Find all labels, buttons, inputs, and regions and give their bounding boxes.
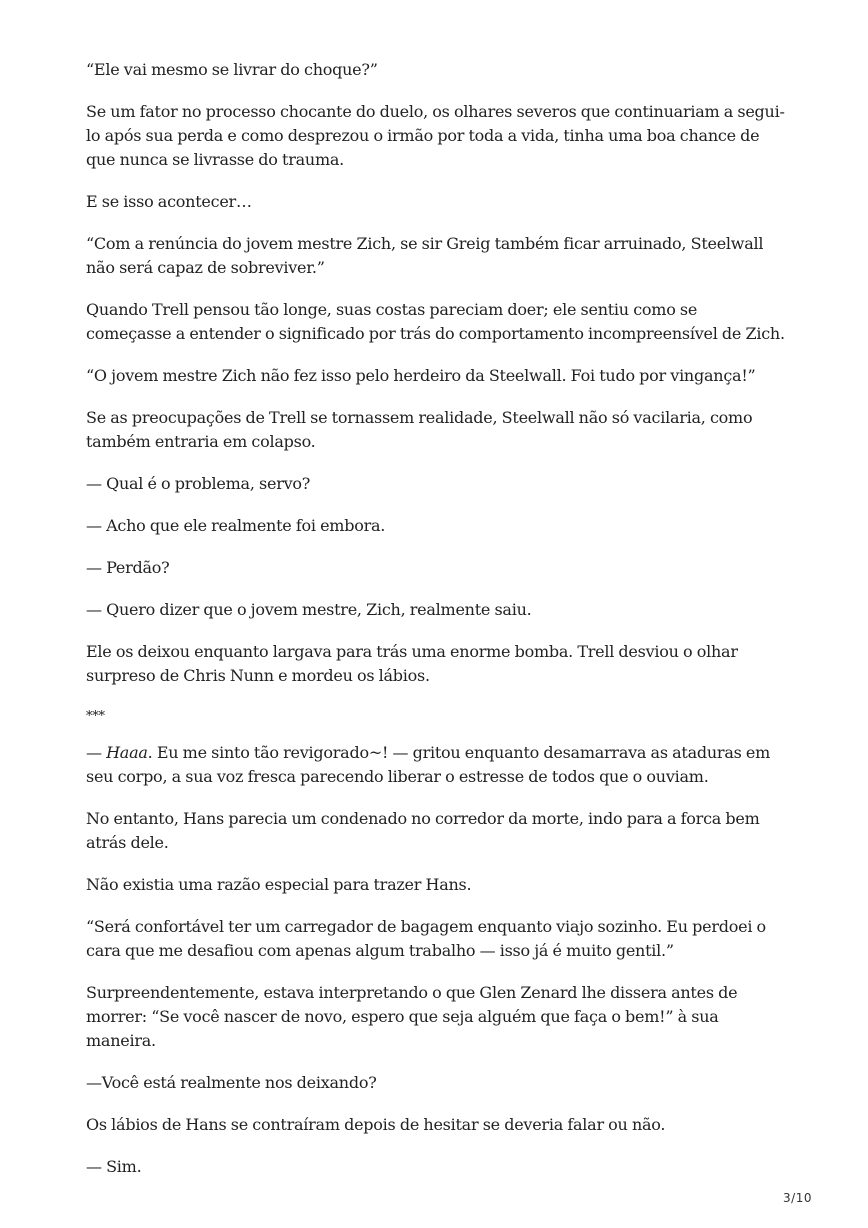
page-number: 3/10: [783, 1191, 812, 1205]
paragraph: Ele os deixou enquanto largava para trás uma enorme bomba. Trell desviou o olhar surpreso de Chris Nunn e mordeu os lábios.: [86, 642, 738, 685]
dialogue-rest: . Eu me sinto tão revigorado~! — gritou enquanto desamarrava as ataduras em seu corpo, a sua voz fresca parecendo liberar o estresse de todos que o ouviam.: [86, 743, 771, 786]
dialogue-line: [86, 741, 786, 789]
dialogue-line: — Sim.: [86, 1157, 142, 1176]
dialogue-line: — Perdão?: [86, 558, 170, 577]
dialogue-line: — Qual é o problema, servo?: [86, 474, 311, 493]
paragraph: “Será confortável ter um carregador de bagagem enquanto viajo sozinho. Eu perdoei o cara que me desafiou com apenas algum trabalho — isso já é muito gentil.”: [86, 917, 766, 960]
scene-break: ***: [86, 709, 105, 724]
dialogue-line: — Quero dizer que o jovem mestre, Zich, realmente saiu.: [86, 600, 532, 619]
paragraph: Os lábios de Hans se contraíram depois de hesitar se deveria falar ou não.: [86, 1115, 666, 1134]
emphasis-text: Haaa: [106, 743, 148, 762]
paragraph: E se isso acontecer…: [86, 192, 252, 211]
paragraph: Surpreendentemente, estava interpretando o que Glen Zenard lhe dissera antes de morrer: “Se você nascer de novo, espero que seja alguém que faça o bem!” à sua maneira.: [86, 983, 738, 1050]
dialogue-line: — Acho que ele realmente foi embora.: [86, 516, 386, 535]
paragraph: Se um fator no processo chocante do duelo, os olhares severos que continuariam a segui-lo após sua perda e como desprezou o irmão por toda a vida, tinha uma boa chance de que nunca se livrasse do trauma.: [86, 102, 785, 169]
document-body: [86, 58, 786, 1197]
paragraph: Se as preocupações de Trell se tornassem realidade, Steelwall não só vacilaria, como também entraria em colapso.: [86, 408, 753, 451]
dialogue-line: —Você está realmente nos deixando?: [86, 1073, 377, 1092]
paragraph: “Ele vai mesmo se livrar do choque?”: [86, 60, 378, 79]
paragraph: No entanto, Hans parecia um condenado no corredor da morte, indo para a forca bem atrás dele.: [86, 809, 760, 852]
paragraph: Quando Trell pensou tão longe, suas costas pareciam doer; ele sentiu como se começasse a entender o significado por trás do comportamento incompreensível de Zich.: [86, 300, 785, 343]
dialogue-prefix: —: [86, 743, 107, 762]
paragraph: “O jovem mestre Zich não fez isso pelo herdeiro da Steelwall. Foi tudo por vingança!”: [86, 366, 756, 385]
paragraph: Não existia uma razão especial para trazer Hans.: [86, 875, 472, 894]
paragraph: “Com a renúncia do jovem mestre Zich, se sir Greig também ficar arruinado, Steelwall não será capaz de sobreviver.”: [86, 234, 764, 277]
